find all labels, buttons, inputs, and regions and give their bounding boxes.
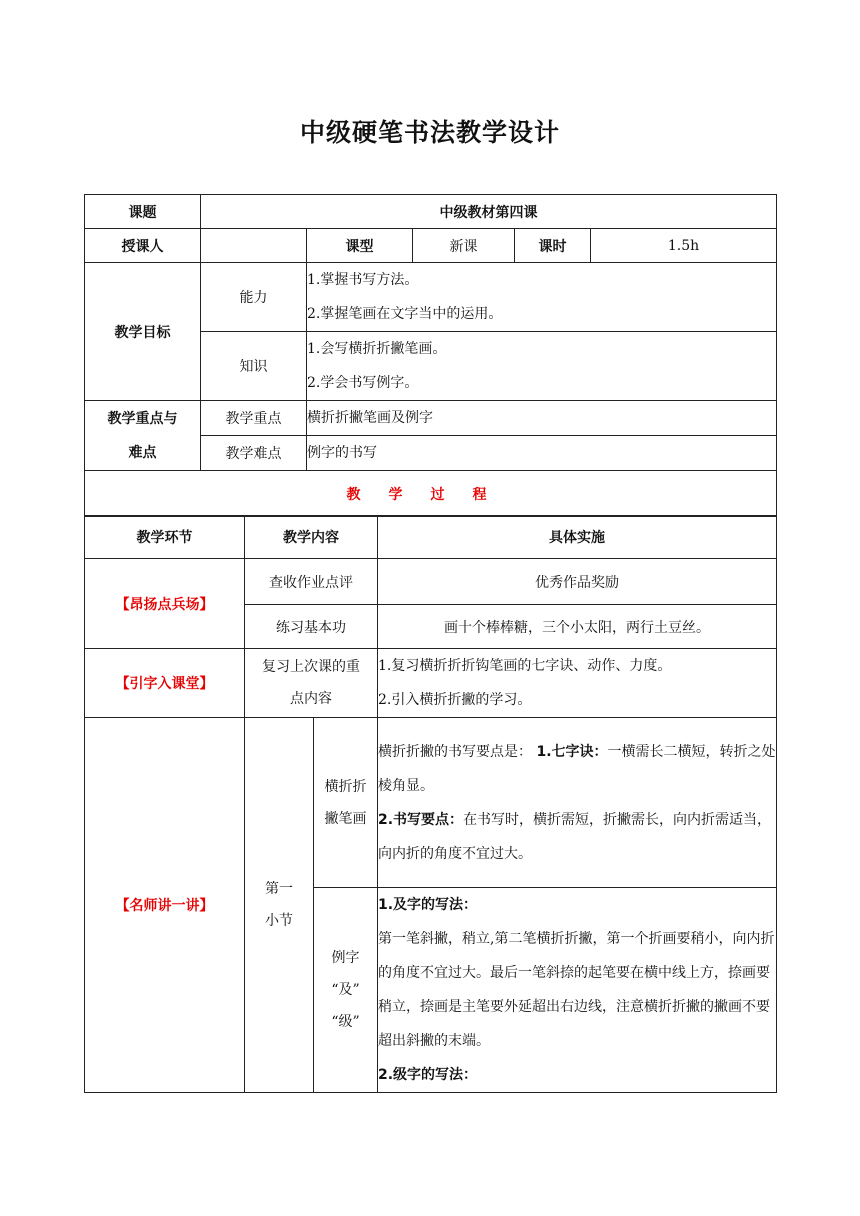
writing-points-text: 在书写时，横折需短，折撇需长，向内折需适当，向内折的角度不宜过大。 bbox=[378, 811, 772, 862]
stroke-intro: 横折折撇的书写要点是： bbox=[378, 743, 532, 760]
content-cell: 练习基本功 bbox=[245, 605, 378, 649]
stroke-description bbox=[378, 718, 777, 888]
header-implementation: 具体实施 bbox=[378, 516, 777, 559]
focus-label-line: 教学重点与 bbox=[107, 410, 178, 427]
process-title: 教学过程 bbox=[85, 471, 777, 517]
teacher-label: 授课人 bbox=[85, 229, 201, 263]
goals-label: 教学目标 bbox=[85, 263, 201, 401]
knowledge-items bbox=[307, 332, 777, 401]
stroke-paragraph-2 bbox=[378, 803, 776, 871]
process-table bbox=[84, 515, 777, 1093]
implementation-line: 1.复习横折折折钩笔画的七字诀、动作、力度。 bbox=[378, 658, 672, 674]
content-line: 点内容 bbox=[290, 691, 332, 707]
subsection-line: 第一 bbox=[265, 881, 293, 897]
example-description bbox=[378, 888, 777, 1093]
stroke-label-line: 横折折 bbox=[324, 778, 367, 795]
stroke-label-line: 撇笔画 bbox=[324, 810, 367, 827]
example-heading-1: 1.及字的写法： bbox=[378, 897, 478, 913]
section-label-1: 【昂扬点兵场】 bbox=[85, 559, 245, 649]
goals-table bbox=[84, 262, 777, 517]
example-label-line: “及” bbox=[331, 982, 360, 998]
content-cell bbox=[245, 649, 378, 718]
writing-points-lead: 2.书写要点： bbox=[378, 811, 464, 828]
teacher-value bbox=[201, 229, 307, 263]
example-text: 第一笔斜撇，稍立,第二笔横折折撇，第一个折画要稍小，向内折的角度不宜过大。最后一笔斜捺的起笔要在横中线上方，捺画要稍立，捺画是主笔要外延超出右边线，注意横折折撇的撇画不要超出斜撇的末端。 bbox=[378, 931, 775, 1049]
seven-rule-text: 一横需长二横短，转折之处棱角显。 bbox=[378, 743, 776, 794]
stroke-paragraph-1 bbox=[378, 735, 776, 803]
type-label: 课型 bbox=[307, 229, 413, 263]
section-label-2: 【引字入课堂】 bbox=[85, 649, 245, 718]
seven-rule-lead: 1.七字诀： bbox=[536, 743, 608, 760]
content-line: 复习上次课的重 bbox=[262, 659, 360, 675]
content-cell: 查收作业点评 bbox=[245, 559, 378, 605]
focus-label-line: 难点 bbox=[128, 444, 157, 461]
header-stage: 教学环节 bbox=[85, 516, 245, 559]
key-point-value: 横折折撇笔画及例字 bbox=[307, 401, 777, 436]
difficulty-value: 例字的书写 bbox=[307, 436, 777, 471]
example-label-line: 例字 bbox=[331, 950, 360, 966]
topic-value: 中级教材第四课 bbox=[201, 195, 777, 229]
stroke-label bbox=[314, 718, 378, 888]
subsection-line: 小节 bbox=[265, 913, 293, 929]
subsection-label bbox=[245, 718, 314, 1093]
implementation-cell: 优秀作品奖励 bbox=[378, 559, 777, 605]
example-label-line: “级” bbox=[331, 1014, 360, 1030]
focus-label bbox=[85, 401, 201, 471]
example-label bbox=[314, 888, 378, 1093]
key-point-label: 教学重点 bbox=[201, 401, 307, 436]
example-heading-2: 2.级字的写法： bbox=[378, 1067, 478, 1083]
topic-label: 课题 bbox=[85, 195, 201, 229]
implementation-line: 2.引入横折折撇的学习。 bbox=[378, 692, 532, 708]
header-content: 教学内容 bbox=[245, 516, 378, 559]
info-table bbox=[84, 194, 777, 263]
implementation-cell bbox=[378, 649, 777, 718]
document-title: 中级硬笔书法教学设计 bbox=[299, 118, 560, 147]
knowledge-item: 2.学会书写例字。 bbox=[307, 375, 419, 391]
ability-label: 能力 bbox=[201, 263, 307, 332]
knowledge-label: 知识 bbox=[201, 332, 307, 401]
duration-value: 1.5h bbox=[591, 229, 777, 263]
section-label-3: 【名师讲一讲】 bbox=[85, 718, 245, 1093]
ability-item: 1.掌握书写方法。 bbox=[307, 272, 419, 288]
duration-label: 课时 bbox=[515, 229, 591, 263]
implementation-cell: 画十个棒棒糖，三个小太阳，两行土豆丝。 bbox=[378, 605, 777, 649]
knowledge-item: 1.会写横折折撇笔画。 bbox=[307, 341, 447, 357]
type-value: 新课 bbox=[413, 229, 515, 263]
difficulty-label: 教学难点 bbox=[201, 436, 307, 471]
ability-item: 2.掌握笔画在文字当中的运用。 bbox=[307, 306, 503, 322]
ability-items bbox=[307, 263, 777, 332]
